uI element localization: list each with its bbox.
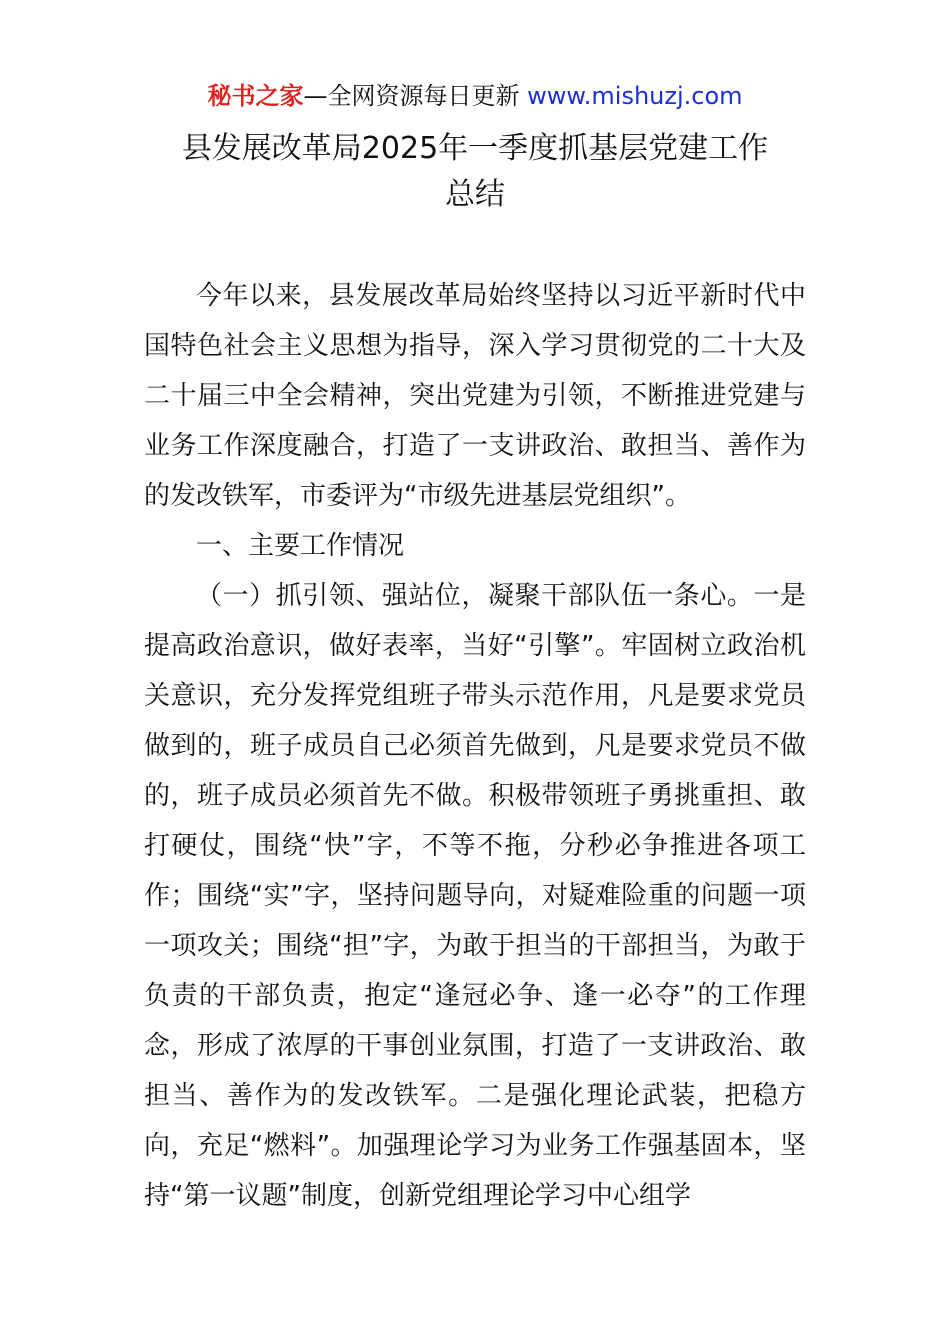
section-heading: 一、主要工作情况	[196, 531, 405, 561]
brand-name: 秘书之家	[207, 82, 304, 110]
site-url[interactable]: www.mishuzj.com	[527, 82, 743, 110]
site-header	[0, 80, 950, 112]
intro-paragraph: 今年以来，县发展改革局始终坚持以习近平新时代中国特色社会主义思想为指导，深入学习贯彻党的二十大及二十届三中全会精神，突出党建为引领，不断推进党建与业务工作深度融合，打造了一支讲政治、敢担当、善作为的发改铁军，市委评为“市级先进基层党组织”。	[144, 281, 806, 511]
document-body	[144, 271, 806, 1221]
title-line-2: 总结	[445, 177, 505, 212]
section-paragraph: （一）抓引领、强站位，凝聚干部队伍一条心。一是提高政治意识，做好表率，当好“引擎”。牢固树立政治机关意识，充分发挥党组班子带头示范作用，凡是要求党员做到的，班子成员自己必须首先做到，凡是要求党员不做的，班子成员必须首先不做。积极带领班子勇挑重担、敢打硬仗，围绕“快”字，不等不拖，分秒必争推进各项工作；围绕“实”字，坚持问题导向，对疑难险重的问题一项一项攻关；围绕“担”字，为敢于担当的干部担当，为敢于负责的干部负责，抱定“逢冠必争、逢一必夺”的工作理念，形成了浓厚的干事创业氛围，打造了一支讲政治、敢担当、善作为的发改铁军。二是强化理论武装，把稳方向，充足“燃料”。加强理论学习为业务工作强基固本，坚持“第一议题”制度，创新党组理论学习中心组学	[144, 581, 806, 1211]
document-title	[120, 126, 830, 218]
header-tagline: —全网资源每日更新	[303, 82, 520, 110]
title-line-1: 县发展改革局2025年一季度抓基层党建工作	[181, 131, 769, 166]
